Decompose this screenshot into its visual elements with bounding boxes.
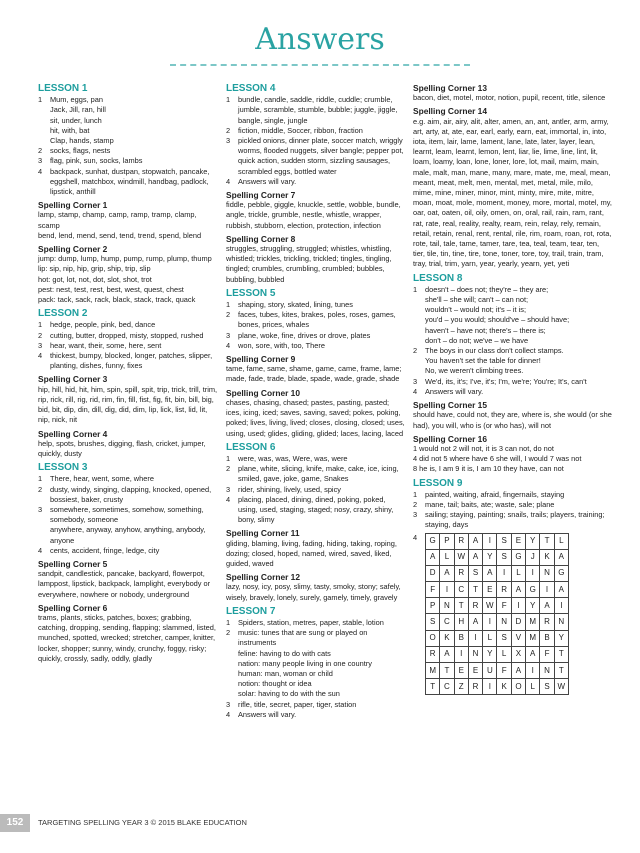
wordsearch-row: [426, 598, 569, 614]
wordsearch-cell: R: [468, 598, 482, 614]
wordsearch-cell: A: [511, 582, 525, 598]
item-text: rider, shining, lively, used, spicy: [238, 484, 341, 494]
wordsearch-cell: D: [426, 565, 440, 581]
wordsearch-cell: A: [511, 663, 525, 679]
wordsearch-cell: I: [526, 565, 540, 581]
wordsearch-cell: K: [540, 549, 554, 565]
spelling-corner-heading: Spelling Corner 15: [413, 400, 487, 411]
wordsearch-cell: Y: [526, 598, 540, 614]
answer-text: lamp, stamp, champ, camp, ramp, tramp, clamp, scamp bend, lend, mend, send, tend, trend, spend, blend: [38, 210, 202, 240]
answer-text: bacon, diet, motel, motor, notion, pupil, recent, title, silence: [413, 93, 606, 103]
wordsearch-cell: B: [454, 630, 468, 646]
spelling-corner-heading: Spelling Corner 3: [38, 374, 108, 385]
spelling-corner-heading: Spelling Corner 10: [226, 387, 300, 398]
wordsearch-cell: A: [468, 549, 482, 565]
item-text: mane, tail; baits, ate; waste, sale; plane: [425, 499, 555, 509]
wordsearch-cell: S: [426, 614, 440, 630]
wordsearch-cell: R: [454, 533, 468, 549]
wordsearch-row: [426, 582, 569, 598]
answer-text: e.g. aim, air, airy, alit, alter, amen, an, ant, antler, arm, army, art, arty, at, ate, ear, earl, early, earn, eat, immortal, in, into, iota, item, lair, lame, lament, lane, late, later, layer, lean, learnt, leam, learnt, lemon, lent, liar, lie, lime, line, lint, lit, loam, loamy, loan, lone, loner, lore, lot, mail, maim, main, male, malt, man, mane, many, mare, mate, me, meal, mean, meant, meat, melt, men, mental, met, metal, mile, milo, mime, mine, miner, minor, mint, minty, mire, mite, mitre, moan, moat, mole, moment, money, more, mortal, motel, my, oar, oat, oaten, oil, oily, omen, on, oral, rail, rain, ram, rant, rat, rate, real, reality, realty, ream, rein, relay, rely, remain, retail, retain, renal, rent, rental, rile, rim, roam, roan, rot, rota, rote, tail, tale, tame, tamer, tare, tea, teal, team, tear, ten, tier, tile, tin, tine, tire, tone, toner, tore, toy, trail, train, tram, tray, trial, trim, yarn, year, yearly, yearn, yet, yeti: [413, 116, 612, 269]
wordsearch-cell: E: [468, 663, 482, 679]
spelling-corner-heading: Spelling Corner 4: [38, 428, 108, 439]
item-text: plane, white, slicing, knife, make, cake, ice, icing, smiled, gave, joke, game, Snakes: [238, 464, 399, 484]
spelling-corner-heading: Spelling Corner 14: [413, 106, 487, 117]
wordsearch-cell: A: [554, 582, 568, 598]
wordsearch-row: [426, 565, 569, 581]
item-number: 2: [226, 125, 231, 135]
answer-item: [38, 474, 218, 484]
page-footer: [0, 814, 640, 832]
spelling-corner-heading: Spelling Corner 1: [38, 200, 108, 211]
wordsearch-cell: A: [440, 646, 454, 662]
wordsearch-cell: M: [526, 614, 540, 630]
wordsearch-cell: I: [440, 582, 454, 598]
answer-item: [413, 387, 613, 397]
wordsearch-cell: A: [540, 598, 554, 614]
answer-item: [38, 331, 218, 341]
item-text: pickled onions, dinner plate, soccer match, wriggly worms, flooded nuggets, silver bangle; pepper pot, quick action, sudden storm, sizzling sausages, scrambled eggs, bottled water: [238, 136, 404, 176]
item-number: 2: [226, 310, 231, 320]
wordsearch-cell: L: [497, 646, 511, 662]
wordsearch-row: [426, 663, 569, 679]
answer-item: [226, 95, 406, 126]
wordsearch-cell: G: [554, 565, 568, 581]
wordsearch-cell: I: [483, 614, 497, 630]
wordsearch-cell: T: [468, 582, 482, 598]
spelling-corner-heading: Spelling Corner 7: [226, 190, 296, 201]
wordsearch-cell: R: [497, 582, 511, 598]
item-text: bundle, candle, saddle, riddle, cuddle; crumble, jumble, scramble, stumble, bubble; juggle, jiggle, bangle, single, jungle: [238, 95, 398, 125]
wordsearch-cell: A: [426, 549, 440, 565]
item-number: 3: [226, 330, 231, 340]
answer-text: jump: dump, lump, hump, pump, rump, plump, thump lip: sip, nip, hip, grip, ship, trip, slip hot: got, lot, not, dot, slot, shot, trot pest: nest, test, rest, best, west, quest, chest pack: tack, sack, rack, black, stack, track, quack: [38, 254, 212, 305]
answer-item: [38, 505, 218, 546]
item-number: 1: [226, 300, 231, 310]
wordsearch-cell: S: [540, 679, 554, 695]
spelling-corner-heading: Spelling Corner 5: [38, 558, 108, 569]
spelling-corner-heading: Spelling Corner 8: [226, 233, 296, 244]
wordsearch-cell: D: [511, 614, 525, 630]
answer-text: sandpit, candlestick, pancake, backyard, flowerpot, lamppost, lipstick, backpack, lamplight, everybody or everywhere, nowhere or nobody, underground: [38, 569, 211, 599]
wordsearch-cell: E: [454, 663, 468, 679]
wordsearch-cell: I: [540, 582, 554, 598]
wordsearch-cell: P: [440, 533, 454, 549]
wordsearch-cell: A: [526, 646, 540, 662]
answer-item: [38, 146, 218, 156]
spelling-corner-heading: Spelling Corner 13: [413, 83, 487, 93]
wordsearch-cell: L: [483, 630, 497, 646]
wordsearch-cell: F: [540, 646, 554, 662]
wordsearch-cell: I: [497, 565, 511, 581]
item-number: 4: [38, 351, 43, 361]
wordsearch-cell: I: [483, 679, 497, 695]
answer-item: [413, 490, 613, 500]
lesson-heading: LESSON 6: [226, 441, 276, 453]
item-number: 4: [226, 494, 231, 504]
item-number: 2: [38, 484, 43, 494]
answers-column-2: [226, 80, 406, 720]
wordsearch-cell: G: [511, 549, 525, 565]
item-number: 2: [413, 499, 418, 509]
item-text: The boys in our class don't collect stamps. You haven't set the table for dinner! No, we weren't climbing trees.: [425, 346, 564, 376]
item-number: 3: [226, 136, 231, 146]
lesson-heading: LESSON 3: [38, 462, 88, 474]
answer-item: [413, 377, 613, 387]
item-text: thickest, bumpy, blocked, longer, patches, slipper, planting, dishes, funny, fixes: [50, 351, 213, 371]
item-text: Answers will vary.: [238, 709, 297, 719]
answer-text: trams, plants, sticks, patches, boxes; grabbing, catching, dropping, sending, flapping; slammed, listed, munched, spotted, wrecked; stretcher, camper, knitter, locker, shopper; sunny, windy, crunchy, foggy, risky; quickly, crossly, sadly, oddly, gladly: [38, 612, 216, 663]
answer-item: [226, 341, 406, 351]
item-number: 3: [226, 484, 231, 494]
wordsearch-cell: V: [511, 630, 525, 646]
wordsearch-cell: Y: [526, 533, 540, 549]
wordsearch-row: [426, 679, 569, 695]
item-text: cutting, butter, dropped, misty, stopped, rushed: [50, 330, 204, 340]
item-text: Answers will vary.: [425, 386, 484, 396]
item-text: cents, accident, fringe, ledge, city: [50, 545, 160, 555]
wordsearch-cell: Y: [483, 646, 497, 662]
wordsearch-cell: N: [440, 598, 454, 614]
spelling-corner-heading: Spelling Corner 2: [38, 244, 108, 255]
item-number: 1: [226, 95, 231, 105]
item-number: 3: [413, 376, 418, 386]
item-text: hear, want, their, some, here, sent: [50, 340, 162, 350]
item-number: 4: [38, 545, 43, 555]
wordsearch-cell: E: [511, 533, 525, 549]
wordsearch-cell: T: [554, 646, 568, 662]
item-number: 1: [413, 284, 418, 294]
item-number: 4: [38, 166, 43, 176]
answer-item: [226, 136, 406, 177]
wordsearch-cell: A: [468, 533, 482, 549]
item-number: 2: [38, 330, 43, 340]
wordsearch-cell: L: [511, 565, 525, 581]
wordsearch-cell: E: [483, 582, 497, 598]
wordsearch-cell: T: [454, 598, 468, 614]
item-number: 2: [38, 146, 43, 156]
wordsearch-cell: I: [526, 663, 540, 679]
answer-item: [226, 618, 406, 628]
answer-item: [413, 500, 613, 510]
answer-text: help, spots, brushes, digging, flash, cricket, jumper, quickly, dusty: [38, 438, 206, 458]
answer-text: should have, could not, they are, where is, she would (or she had), you will, who is (or who has), will not: [413, 410, 612, 430]
wordsearch-row: [426, 614, 569, 630]
wordsearch-cell: T: [440, 663, 454, 679]
answer-item: [38, 485, 218, 505]
title-divider: [170, 64, 470, 66]
item-number: 1: [226, 617, 231, 627]
wordsearch-cell: Y: [483, 549, 497, 565]
item-number: 1: [38, 95, 43, 105]
item-number: 1: [413, 489, 418, 499]
item-number: 3: [226, 699, 231, 709]
item-text: hedge, people, pink, bed, dance: [50, 320, 156, 330]
item-text: doesn't – does not; they're – they are; she'll – she will; can't – can not; wouldn't – would not; it's – it is; you'd – you would; should've – should have; haven't – have not; there's – there is; don't – do not; we've – we have: [425, 284, 570, 345]
wordsearch-cell: N: [468, 646, 482, 662]
wordsearch-cell: I: [454, 646, 468, 662]
item-text: shaping, story, skated, lining, tunes: [238, 300, 353, 310]
answer-text: tame, fame, same, shame, game, came, frame, lame; made, fade, trade, blade, spade, wade, grade, shade: [226, 364, 402, 384]
footer-credit: TARGETING SPELLING YEAR 3 © 2015 BLAKE EDUCATION: [38, 818, 247, 827]
wordsearch-cell: N: [540, 565, 554, 581]
wordsearch-cell: C: [440, 614, 454, 630]
answer-text: 1 would not 2 will not, it is 3 can not, do not 4 did not 5 where have 6 she will, I would 7 was not 8 he is, I am 9 it is, I am 10 they have, can not: [413, 443, 582, 474]
answer-text: struggles, struggling, struggled; whistles, whistling, whistled; trickles, trickling, trickled; tingles, tingling, tingled; crumbles, crumbling, crumbled; bubbles, bubbling, bubbled: [226, 244, 392, 284]
page-number: 152: [0, 814, 30, 832]
wordsearch-cell: M: [426, 663, 440, 679]
item-text: socks, flags, nests: [50, 146, 111, 156]
wordsearch-cell: P: [426, 598, 440, 614]
wordsearch-cell: Z: [454, 679, 468, 695]
answers-column-3: [413, 80, 613, 695]
wordsearch-cell: N: [554, 614, 568, 630]
wordsearch-cell: A: [440, 565, 454, 581]
lesson-heading: LESSON 5: [226, 287, 276, 299]
wordsearch-cell: O: [426, 630, 440, 646]
wordsearch-cell: A: [468, 614, 482, 630]
wordsearch-cell: F: [497, 663, 511, 679]
item-text: plane, woke, fine, drives or drove, plates: [238, 330, 371, 340]
wordsearch-cell: N: [497, 614, 511, 630]
item-number: 4: [226, 340, 231, 350]
wordsearch-cell: R: [540, 614, 554, 630]
lesson-heading: LESSON 7: [226, 605, 276, 617]
wordsearch-cell: F: [497, 598, 511, 614]
item-number: 4: [413, 386, 418, 396]
item-number: 2: [413, 346, 418, 356]
answer-item: [226, 485, 406, 495]
wordsearch-cell: H: [454, 614, 468, 630]
wordsearch-cell: J: [526, 549, 540, 565]
wordsearch-cell: L: [554, 533, 568, 549]
item-number: 3: [413, 510, 418, 520]
wordsearch-cell: S: [497, 549, 511, 565]
wordsearch-cell: W: [554, 679, 568, 695]
item-text: placing, placed, dining, dined, poking, poked, using, used, staging, staged; nosy, crazy, shiny, bony, slimy: [238, 494, 394, 525]
wordsearch-cell: A: [554, 549, 568, 565]
answer-item: [413, 346, 613, 377]
item-text: Spiders, station, metres, paper, stable, lotion: [238, 617, 384, 627]
item-text: backpack, sunhat, dustpan, stopwatch, pancake, eggshell, matchbox, windmill, handbag, padlock, lipstick, anthill: [50, 166, 210, 197]
wordsearch-cell: T: [540, 533, 554, 549]
answer-item: [226, 177, 406, 187]
wordsearch-cell: K: [497, 679, 511, 695]
item-text: Answers will vary.: [238, 176, 297, 186]
wordsearch-cell: I: [483, 533, 497, 549]
answer-item: [38, 167, 218, 198]
answer-text: lazy, nosy, icy, posy, slimy, tasty, smoky, stony; safely, wisely, bravely, lonely, surely, gamely, timely, gravely: [226, 582, 401, 602]
wordsearch-cell: W: [454, 549, 468, 565]
item-text: were, was, was, Were, was, were: [238, 453, 348, 463]
answer-item: [38, 351, 218, 371]
wordsearch-cell: I: [554, 598, 568, 614]
wordsearch-cell: S: [497, 533, 511, 549]
lesson-heading: LESSON 8: [413, 272, 463, 284]
wordsearch-row: [426, 630, 569, 646]
item-text: Mum, eggs, pan Jack, Jill, ran, hill sit, under, lunch hit, with, bat Clap, hands, stamp: [50, 95, 114, 146]
wordsearch-cell: R: [454, 565, 468, 581]
wordsearch-row: [426, 549, 569, 565]
wordsearch-cell: T: [426, 679, 440, 695]
wordsearch-cell: Y: [554, 630, 568, 646]
item-text: sailing; staying, painting; snails, trails; players, training; staying, days: [425, 510, 605, 530]
answer-item: [38, 156, 218, 166]
wordsearch-row: [426, 646, 569, 662]
answer-text: gliding, blaming, living, fading, hiding, taking, roping, dozing; closed, hoped, named, wired, saved, liked, guided, waved: [226, 538, 397, 568]
item-number: 3: [38, 156, 43, 166]
wordsearch-item: [413, 533, 613, 696]
lesson-heading: LESSON 2: [38, 308, 88, 320]
item-number: 3: [38, 504, 43, 514]
item-text: We'd, its, it's; I've, it's; I'm, we're; You're; It's, can't: [425, 376, 587, 386]
answer-item: [38, 546, 218, 556]
answer-item: [226, 710, 406, 720]
answer-item: [38, 341, 218, 351]
wordsearch-cell: O: [511, 679, 525, 695]
wordsearch-cell: C: [440, 679, 454, 695]
wordsearch-cell: T: [554, 663, 568, 679]
spelling-corner-heading: Spelling Corner 9: [226, 354, 296, 365]
wordsearch-cell: A: [483, 565, 497, 581]
wordsearch-cell: M: [526, 630, 540, 646]
answer-item: [226, 310, 406, 330]
spelling-corner-heading: Spelling Corner 12: [226, 572, 300, 583]
answer-item: [226, 464, 406, 484]
answers-column-1: [38, 80, 218, 664]
item-text: There, hear, went, some, where: [50, 474, 154, 484]
wordsearch-cell: I: [511, 598, 525, 614]
wordsearch-grid: [425, 533, 569, 696]
item-text: flag, pink, sun, socks, lambs: [50, 156, 143, 166]
answer-item: [413, 510, 613, 530]
wordsearch-cell: R: [468, 679, 482, 695]
wordsearch-cell: U: [483, 663, 497, 679]
wordsearch-row: [426, 533, 569, 549]
item-number: 4: [413, 532, 418, 542]
item-text: painted, waiting, afraid, fingernails, staying: [425, 489, 565, 499]
answer-item: [226, 700, 406, 710]
wordsearch-cell: L: [440, 549, 454, 565]
item-text: won, sore, with, too, There: [238, 340, 325, 350]
item-number: 1: [226, 453, 231, 463]
wordsearch-cell: L: [526, 679, 540, 695]
answer-item: [38, 320, 218, 330]
lesson-heading: LESSON 1: [38, 83, 88, 94]
wordsearch-cell: R: [426, 646, 440, 662]
wordsearch-cell: B: [540, 630, 554, 646]
item-number: 2: [226, 628, 231, 638]
item-text: faces, tubes, kites, brakes, poles, roses, games, bones, prices, whales: [238, 310, 396, 330]
wordsearch-cell: N: [540, 663, 554, 679]
item-number: 1: [38, 474, 43, 484]
wordsearch-cell: G: [426, 533, 440, 549]
spelling-corner-heading: Spelling Corner 11: [226, 528, 300, 539]
wordsearch-cell: X: [511, 646, 525, 662]
answer-text: chases, chasing, chased; pastes, pasting, pasted; ices, icing, iced; saves, saving, saved; pokes, poking, poked; lives, living, lived; closes, closing, closed; uses, using, used; glides, gliding, glided; laces, lacing, laced: [226, 397, 405, 438]
wordsearch-cell: I: [468, 630, 482, 646]
answer-text: hip, hill, hid, hit, him, spin, spill, spit, trip, trick, trill, trim, rip, rick, rill, rig, rid, rim, fin, fill, fist, fig, fit, bin, bill, big, bid, bit, dip, din, dill, dig, did, dim, lip, lick, list, lid, lit, nip, nick, nit: [38, 384, 218, 425]
spelling-corner-heading: Spelling Corner 16: [413, 433, 487, 444]
item-number: 4: [226, 176, 231, 186]
item-number: 4: [226, 709, 231, 719]
wordsearch-cell: C: [454, 582, 468, 598]
item-text: music: tunes that are sung or played on instruments feline: having to do with cats nation: many people living in one country human: man, woman or child notion: thought or idea solar: having to do with the sun: [238, 628, 372, 699]
answer-item: [226, 300, 406, 310]
spelling-corner-heading: Spelling Corner 6: [38, 602, 108, 613]
answer-item: [413, 285, 613, 346]
answer-item: [226, 454, 406, 464]
item-number: 2: [226, 464, 231, 474]
answer-item: [226, 126, 406, 136]
item-text: somewhere, sometimes, somehow, something, somebody, someone anywhere, anyway, anyhow, anything, anybody, anyone: [50, 504, 206, 545]
wordsearch-cell: W: [483, 598, 497, 614]
wordsearch-cell: S: [468, 565, 482, 581]
item-text: dusty, windy, singing, clapping, knocked, opened, bossiest, baker, crusty: [50, 484, 212, 504]
page-title: Answers: [255, 22, 385, 57]
answer-item: [38, 95, 218, 146]
lesson-heading: LESSON 9: [413, 477, 463, 489]
lesson-heading: LESSON 4: [226, 83, 276, 94]
wordsearch-cell: S: [497, 630, 511, 646]
answer-item: [226, 331, 406, 341]
wordsearch-cell: G: [526, 582, 540, 598]
wordsearch-cell: F: [426, 582, 440, 598]
wordsearch-cell: K: [440, 630, 454, 646]
answer-item: [226, 495, 406, 526]
item-number: 3: [38, 340, 43, 350]
item-number: 1: [38, 320, 43, 330]
answer-item: [226, 628, 406, 699]
item-text: fiction, middle, Soccer, ribbon, fraction: [238, 125, 363, 135]
item-text: rifle, title, secret, paper, tiger, station: [238, 699, 357, 709]
answer-text: fiddle, pebble, giggle, knuckle, settle, wobble, bundle, angle, trickle, grumble, nestle, whistle, wrapper, rubbish, stubborn, election, protection, infection: [226, 200, 401, 230]
